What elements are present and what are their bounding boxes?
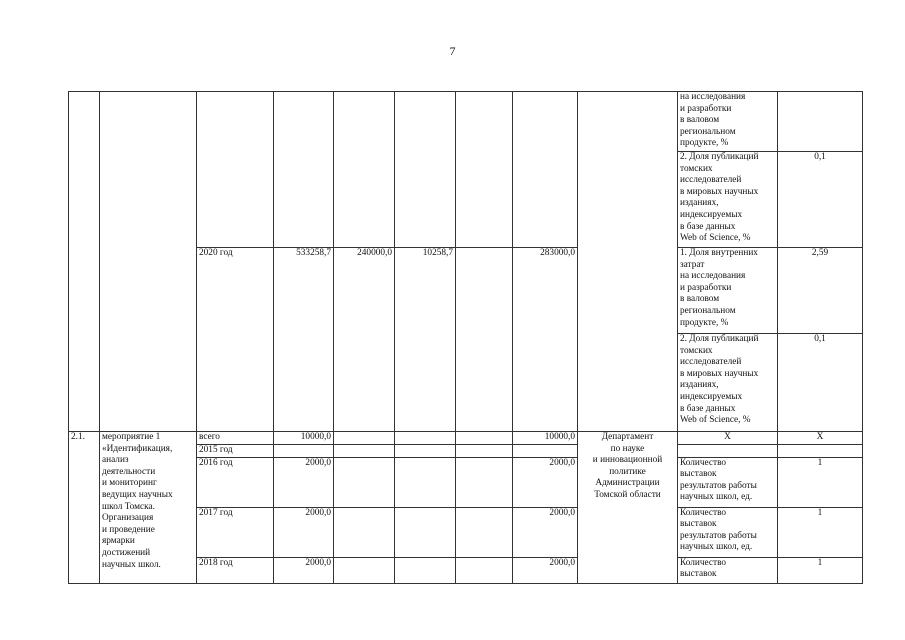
cell-total: 2000,0 bbox=[274, 507, 334, 557]
indicator-cell: 2. Доля публикаций томских исследователей в мировых научных изданиях, индексируемых в базе данных Web of Science, % bbox=[678, 152, 778, 248]
indicator-cell: 1. Доля внутренних затрат на исследования и разработки в валовом региональном продукте, % bbox=[678, 248, 778, 334]
cell-year: 2015 год bbox=[197, 445, 274, 458]
indicator-value: 0,1 bbox=[778, 334, 863, 432]
cell-regional: 10258,7 bbox=[395, 248, 456, 432]
cell-executor: Департамент по науке и инновационной политике Администрации Томской области bbox=[578, 432, 678, 584]
indicator-value: 0,1 bbox=[778, 152, 863, 248]
indicator-value: 1 bbox=[778, 457, 863, 507]
cell-extra: 283000,0 bbox=[513, 248, 578, 432]
indicator-value: 2,59 bbox=[778, 248, 863, 334]
cell-total: 2000,0 bbox=[274, 557, 334, 583]
table-row bbox=[69, 432, 863, 445]
cell-extra: 10000,0 bbox=[513, 432, 578, 445]
indicator-value: 1 bbox=[778, 507, 863, 557]
table-row bbox=[69, 92, 863, 152]
cell-extra: 2000,0 bbox=[513, 507, 578, 557]
indicator-cell: 2. Доля публикаций томских исследователей в мировых научных изданиях, индексируемых в базе данных Web of Science, % bbox=[678, 334, 778, 432]
cell-year: 2020 год bbox=[197, 248, 274, 432]
indicator-value: Х bbox=[778, 432, 863, 445]
program-table bbox=[68, 91, 863, 584]
cell-name-cont bbox=[100, 92, 197, 432]
cell-year-cont bbox=[197, 92, 274, 248]
cell-executor-cont bbox=[578, 92, 678, 432]
cell-year: 2016 год bbox=[197, 457, 274, 507]
cell-num: 2.1. bbox=[69, 432, 100, 584]
indicator-cell: Количество выставок bbox=[678, 557, 778, 583]
indicator-cell: Х bbox=[678, 432, 778, 445]
cell-measure-name: мероприятие 1 «Идентификация, анализ деятельности и мониторинг ведущих научных школ Томска. Организация и проведение ярмарки достижений научных школ. bbox=[100, 432, 197, 584]
cell-year: 2018 год bbox=[197, 557, 274, 583]
cell-total: 2000,0 bbox=[274, 457, 334, 507]
cell-extra: 2000,0 bbox=[513, 457, 578, 507]
indicator-cell: Количество выставок результатов работы научных школ, ед. bbox=[678, 507, 778, 557]
cell-year: 2017 год bbox=[197, 507, 274, 557]
cell-federal: 240000,0 bbox=[334, 248, 395, 432]
indicator-cell: Количество выставок результатов работы научных школ, ед. bbox=[678, 457, 778, 507]
indicator-cell: на исследования и разработки в валовом региональном продукте, % bbox=[678, 92, 778, 152]
cell-num-cont bbox=[69, 92, 100, 432]
cell-total: 10000,0 bbox=[274, 432, 334, 445]
cell-extra: 2000,0 bbox=[513, 557, 578, 583]
cell-year: всего bbox=[197, 432, 274, 445]
cell-total: 533258,7 bbox=[274, 248, 334, 432]
page-number: 7 bbox=[449, 44, 456, 58]
indicator-value: 1 bbox=[778, 557, 863, 583]
